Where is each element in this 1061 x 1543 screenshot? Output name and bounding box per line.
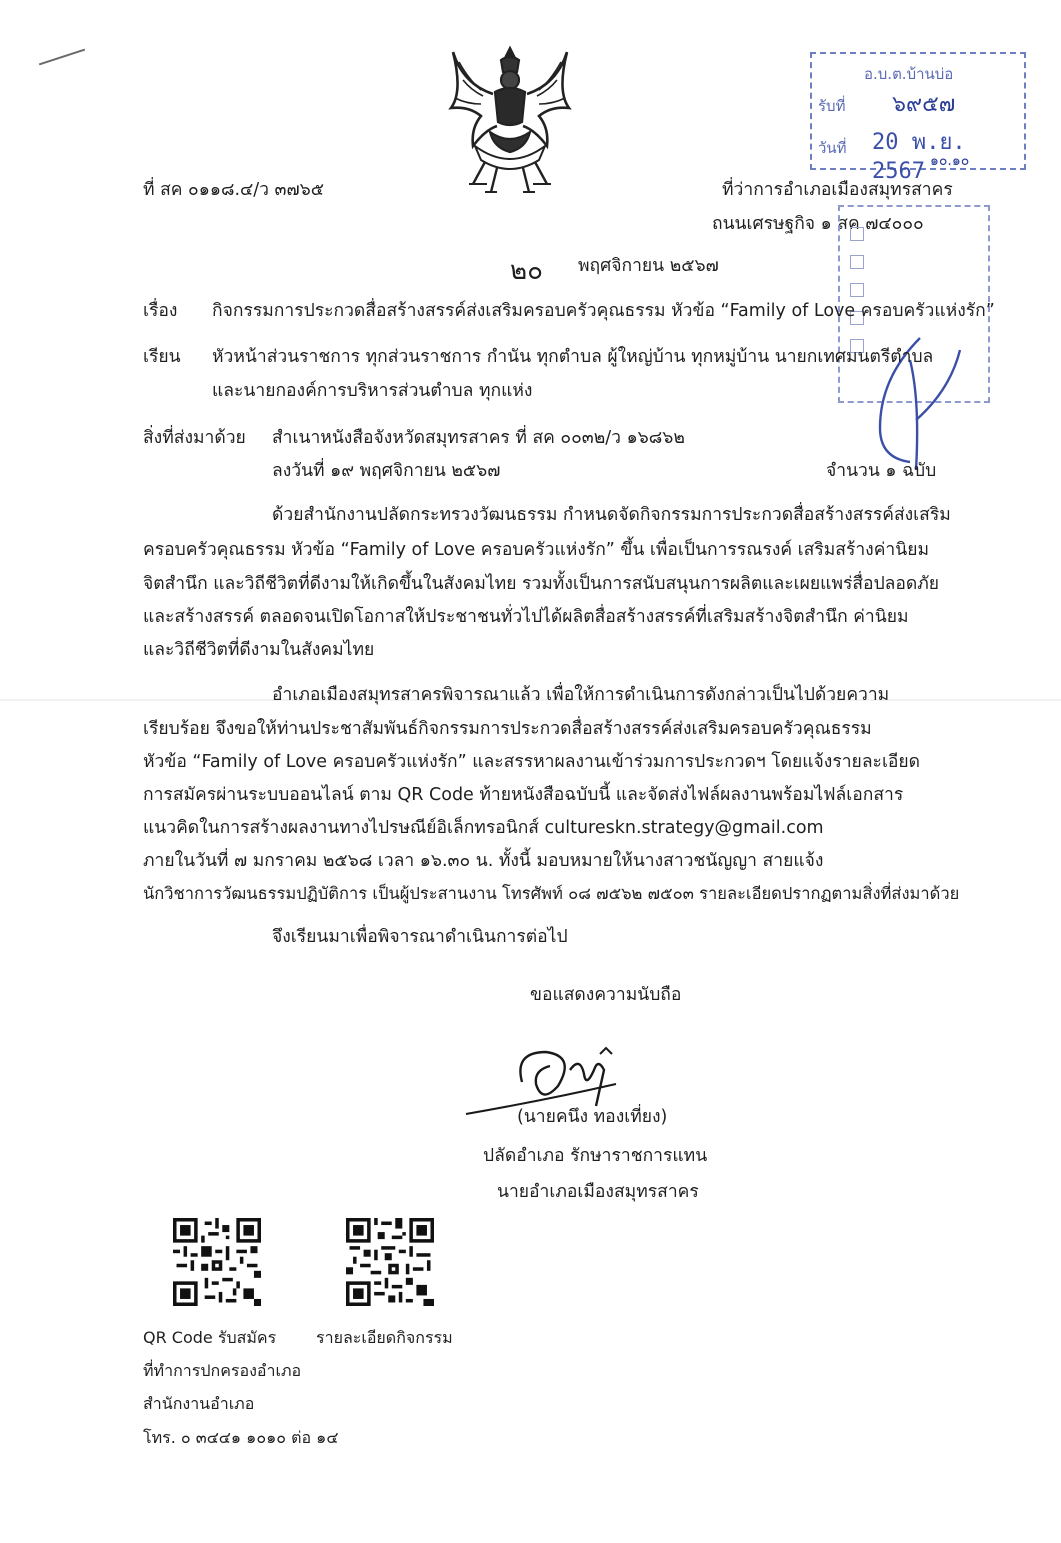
office-address: ถนนเศรษฐกิจ ๑ สค ๗๔๐๐๐ [712, 214, 924, 234]
routing-checkbox [850, 283, 864, 297]
to-line-2: และนายกองค์การบริหารส่วนตำบล ทุกแห่ง [212, 381, 533, 401]
enclosure-line-2: ลงวันที่ ๑๙ พฤศจิกายน ๒๕๖๗ [272, 461, 501, 481]
stamp-org: อ.บ.ต.บ้านบ่อ [864, 65, 954, 83]
enclosure-label: สิ่งที่ส่งมาด้วย [143, 428, 246, 448]
body-p1-line: และสร้างสรรค์ ตลอดจนเปิดโอกาสให้ประชาชนทั่วไปได้ผลิตสื่อสร้างสรรค์ที่เสริมสร้างจิตสำนึก ค่านิยม [143, 607, 909, 627]
date-day: ๒๐ [510, 256, 544, 286]
enclosure-count: จำนวน ๑ ฉบับ [826, 461, 937, 481]
signer-position-1: ปลัดอำเภอ รักษาราชการแทน [483, 1146, 708, 1166]
qr-details-label: รายละเอียดกิจกรรม [316, 1328, 453, 1347]
to-label: เรียน [143, 347, 181, 367]
routing-checkbox [850, 255, 864, 269]
body-p3: จึงเรียนมาเพื่อพิจารณาดำเนินการต่อไป [272, 927, 568, 947]
stamp-receive-number: ๖๙๕๗ [892, 92, 956, 117]
footer-unit: ที่ทำการปกครองอำเภอ [143, 1361, 302, 1380]
body-p2-line: การสมัครผ่านระบบออนไลน์ ตาม QR Code ท้ายหนังสือฉบับนี้ และจัดส่งไฟล์ผลงานพร้อมไฟล์เอกสาร [143, 785, 904, 805]
reference-number: ที่ สค ๐๑๑๘.๔/ว ๓๗๖๕ [143, 180, 325, 200]
body-p2-line: นักวิชาการวัฒนธรรมปฏิบัติการ เป็นผู้ประสานงาน โทรศัพท์ ๐๘ ๗๕๖๒ ๗๕๐๓ รายละเอียดปรากฏตามสิ่งที่ส่งมาด้วย [143, 884, 960, 903]
body-p2-line: เรียบร้อย จึงขอให้ท่านประชาสัมพันธ์กิจกรรมการประกวดสื่อสร้างสรรค์ส่งเสริมครอบครัวคุณธรรม [143, 719, 872, 739]
body-p1-line: ด้วยสำนักงานปลัดกระทรวงวัฒนธรรม กำหนดจัดกิจกรรมการประกวดสื่อสร้างสรรค์ส่งเสริม [272, 505, 951, 525]
office-name: ที่ว่าการอำเภอเมืองสมุทรสาคร [722, 180, 953, 200]
body-p2-line: หัวข้อ “Family of Love ครอบครัวแห่งรัก” และสรรหาผลงานเข้าร่วมการประกวดฯ โดยแจ้งรายละเอียด [143, 752, 921, 772]
subject-label: เรื่อง [143, 301, 178, 321]
qr-register-label: QR Code รับสมัคร [143, 1328, 277, 1347]
body-p1-line: ครอบครัวคุณธรรม หัวข้อ “Family of Love ครอบครัวแห่งรัก” ขึ้น เพื่อเป็นการรณรงค์ เสริมสร้างค่านิยม [143, 540, 929, 560]
body-p2-line: อำเภอเมืองสมุทรสาครพิจารณาแล้ว เพื่อให้การดำเนินการดังกล่าวเป็นไปด้วยความ [272, 685, 890, 705]
body-p2-line: ภายในวันที่ ๗ มกราคม ๒๕๖๘ เวลา ๑๖.๓๐ น. ทั้งนี้ มอบหมายให้นางสาวชนัญญา สายแจ้ง [143, 851, 824, 871]
stamp-receive-label: รับที่ [818, 97, 846, 115]
body-p1-line: และวิถีชีวิตที่ดีงามในสังคมไทย [143, 640, 375, 660]
routing-checkbox [850, 227, 864, 241]
signer-name: (นายคนึง ทองเที่ยง) [517, 1107, 668, 1127]
footer-phone: โทร. ๐ ๓๔๔๑ ๑๐๑๐ ต่อ ๑๔ [143, 1428, 339, 1447]
footer-office: สำนักงานอำเภอ [143, 1394, 255, 1413]
subject-text: กิจกรรมการประกวดสื่อสร้างสรรค์ส่งเสริมครอบครัวคุณธรรม หัวข้อ “Family of Love ครอบครัวแห่งรัก” [212, 301, 995, 321]
received-stamp [810, 52, 1026, 184]
date-month-year: พฤศจิกายน ๒๕๖๗ [578, 256, 719, 276]
garuda-emblem [445, 40, 575, 202]
body-p2-line: แนวคิดในการสร้างผลงานทางไปรษณีย์อิเล็กทรอนิกส์ cultureskn.strategy@gmail.com [143, 818, 824, 838]
closing-regards: ขอแสดงความนับถือ [530, 985, 682, 1005]
stamp-date-label: วันที่ [818, 139, 847, 157]
stamp-date-value: 20 พ.ย. 2567 [872, 130, 966, 184]
stamp-time: ๑๐.๑๐ [930, 153, 970, 169]
enclosure-line-1: สำเนาหนังสือจังหวัดสมุทรสาคร ที่ สค ๐๐๓๒/ว ๑๖๘๖๒ [272, 428, 685, 448]
body-p1-line: จิตสำนึก และวิถีชีวิตที่ดีงามให้เกิดขึ้นในสังคมไทย รวมทั้งเป็นการสนับสนุนการผลิตและเผยแพร่สื่อปลอดภัย [143, 574, 940, 594]
signer-position-2: นายอำเภอเมืองสมุทรสาคร [497, 1182, 699, 1202]
activity-details-qr-code[interactable] [346, 1218, 434, 1306]
pen-mark [39, 49, 85, 66]
registration-qr-code[interactable] [173, 1218, 261, 1306]
to-line-1: หัวหน้าส่วนราชการ ทุกส่วนราชการ กำนัน ทุกตำบล ผู้ใหญ่บ้าน ทุกหมู่บ้าน นายกเทศมนตรีตำบล [212, 347, 934, 367]
